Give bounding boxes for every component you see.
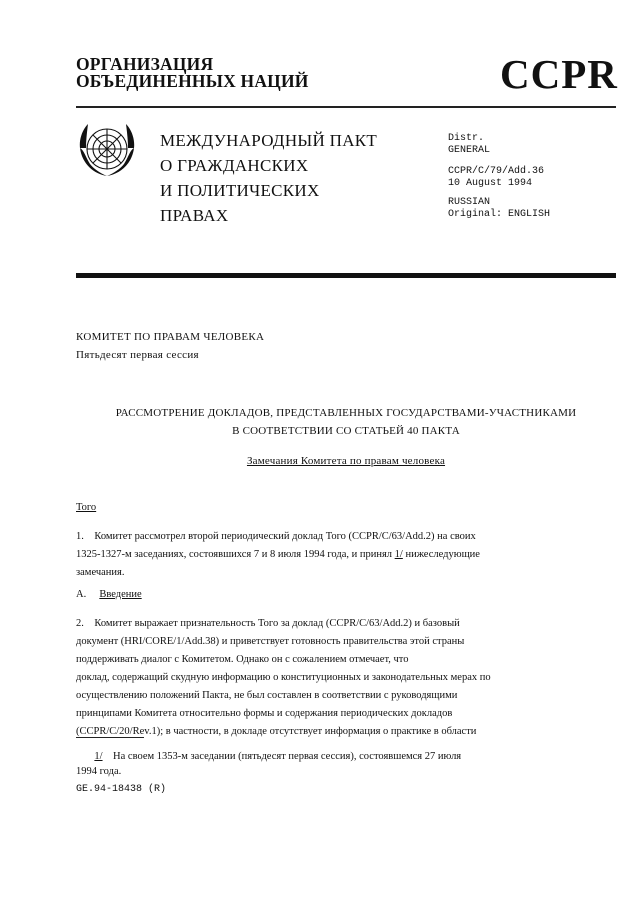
document-title [76, 404, 616, 440]
para2-line-5: осуществлению положений Пакта, не был составлен в соответствии с руководящими [76, 690, 458, 701]
footnote-marker: 1/ [94, 751, 103, 762]
paragraph-number: 1. [76, 531, 84, 542]
document-symbol: CCPR/C/79/Add.36 [448, 166, 545, 177]
paragraph-2 [76, 615, 596, 741]
footnote [76, 749, 596, 779]
para2-line-6: принципами Комитета относительно формы и содержания периодических докладов [76, 708, 453, 719]
org-line-1: ОРГАНИЗАЦИЯ [76, 54, 214, 74]
covenant-line-4: ПРАВАХ [160, 206, 229, 225]
footnote-line-2: 1994 года. [76, 766, 122, 777]
committee-name: КОМИТЕТ ПО ПРАВАМ ЧЕЛОВЕКА [76, 331, 265, 343]
un-emblem-icon [76, 118, 138, 180]
header-thick-divider [76, 273, 616, 278]
distr-label: Distr. [448, 133, 485, 144]
org-line-2: ОБЪЕДИНЕННЫХ НАЦИЙ [76, 71, 309, 91]
covenant-line-1: МЕЖДУНАРОДНЫЙ ПАКТ [160, 131, 378, 150]
para2-line-3: поддерживать диалог с Комитетом. Однако он с сожалением отмечает, что [76, 654, 409, 665]
document-number: GE.94-18438 (R) [76, 784, 167, 795]
covenant-line-3: И ПОЛИТИЧЕСКИХ [160, 181, 320, 200]
committee-block [76, 328, 264, 364]
para2-line-1: Комитет выражает признательность Того за доклад (CCPR/C/63/Add.2) и базовый [94, 618, 460, 629]
para2-line-4: доклад, содержащий скудную информацию о конституционных и законодательных мерах по [76, 672, 491, 683]
distribution-block [448, 133, 490, 156]
footnote-reference[interactable]: 1/ [394, 549, 403, 560]
covenant-line-2: О ГРАЖДАНСКИХ [160, 156, 309, 175]
footnote-line-1: На своем 1353-м заседании (пятьдесят первая сессия), состоявшемся 27 июля [113, 751, 462, 762]
title-line-2: В СООТВЕТСТВИИ СО СТАТЬЕЙ 40 ПАКТА [232, 425, 460, 437]
paragraph-1 [76, 528, 596, 582]
session-name: Пятьдесят первая сессия [76, 349, 199, 361]
para1-line-1: Комитет рассмотрел второй периодический доклад Того (CCPR/C/63/Add.2) на своих [94, 531, 476, 542]
subtitle-row [76, 452, 616, 470]
document-language: RUSSIAN [448, 197, 491, 208]
original-language: Original: ENGLISH [448, 208, 551, 220]
country-heading: Того [76, 502, 97, 513]
organization-name [76, 56, 309, 90]
document-subtitle: Замечания Комитета по правам человека [246, 455, 446, 467]
country-row [76, 499, 596, 517]
header-divider [76, 106, 616, 108]
para1-line-2b: нижеследующие [402, 549, 480, 560]
section-title: Введение [99, 589, 142, 600]
para2-line-2: документ (HRI/CORE/1/Add.38) и приветствует готовность правительства этой страны [76, 636, 465, 647]
section-letter: A. [76, 589, 87, 600]
covenant-title [160, 128, 377, 228]
distr-value: GENERAL [448, 144, 491, 156]
section-a-heading [76, 586, 596, 604]
footnote-divider [76, 737, 144, 738]
language-block [448, 197, 550, 220]
document-code: CCPR [500, 51, 618, 97]
para1-line-3: замечания. [76, 567, 125, 578]
para1-line-2a: 1325-1327-м заседаниях, состоявшихся 7 и 8 июля 1994 года, и принял [76, 549, 395, 560]
document-date: 10 August 1994 [448, 177, 533, 189]
title-line-1: РАССМОТРЕНИЕ ДОКЛАДОВ, ПРЕДСТАВЛЕННЫХ ГОСУДАРСТВАМИ-УЧАСТНИКАМИ [115, 407, 577, 419]
para2-line-7: (CCPR/C/20/Rev.1); в частности, в докладе отсутствует информация о практике в области [76, 726, 477, 737]
paragraph-number: 2. [76, 618, 84, 629]
symbol-block [448, 166, 544, 189]
